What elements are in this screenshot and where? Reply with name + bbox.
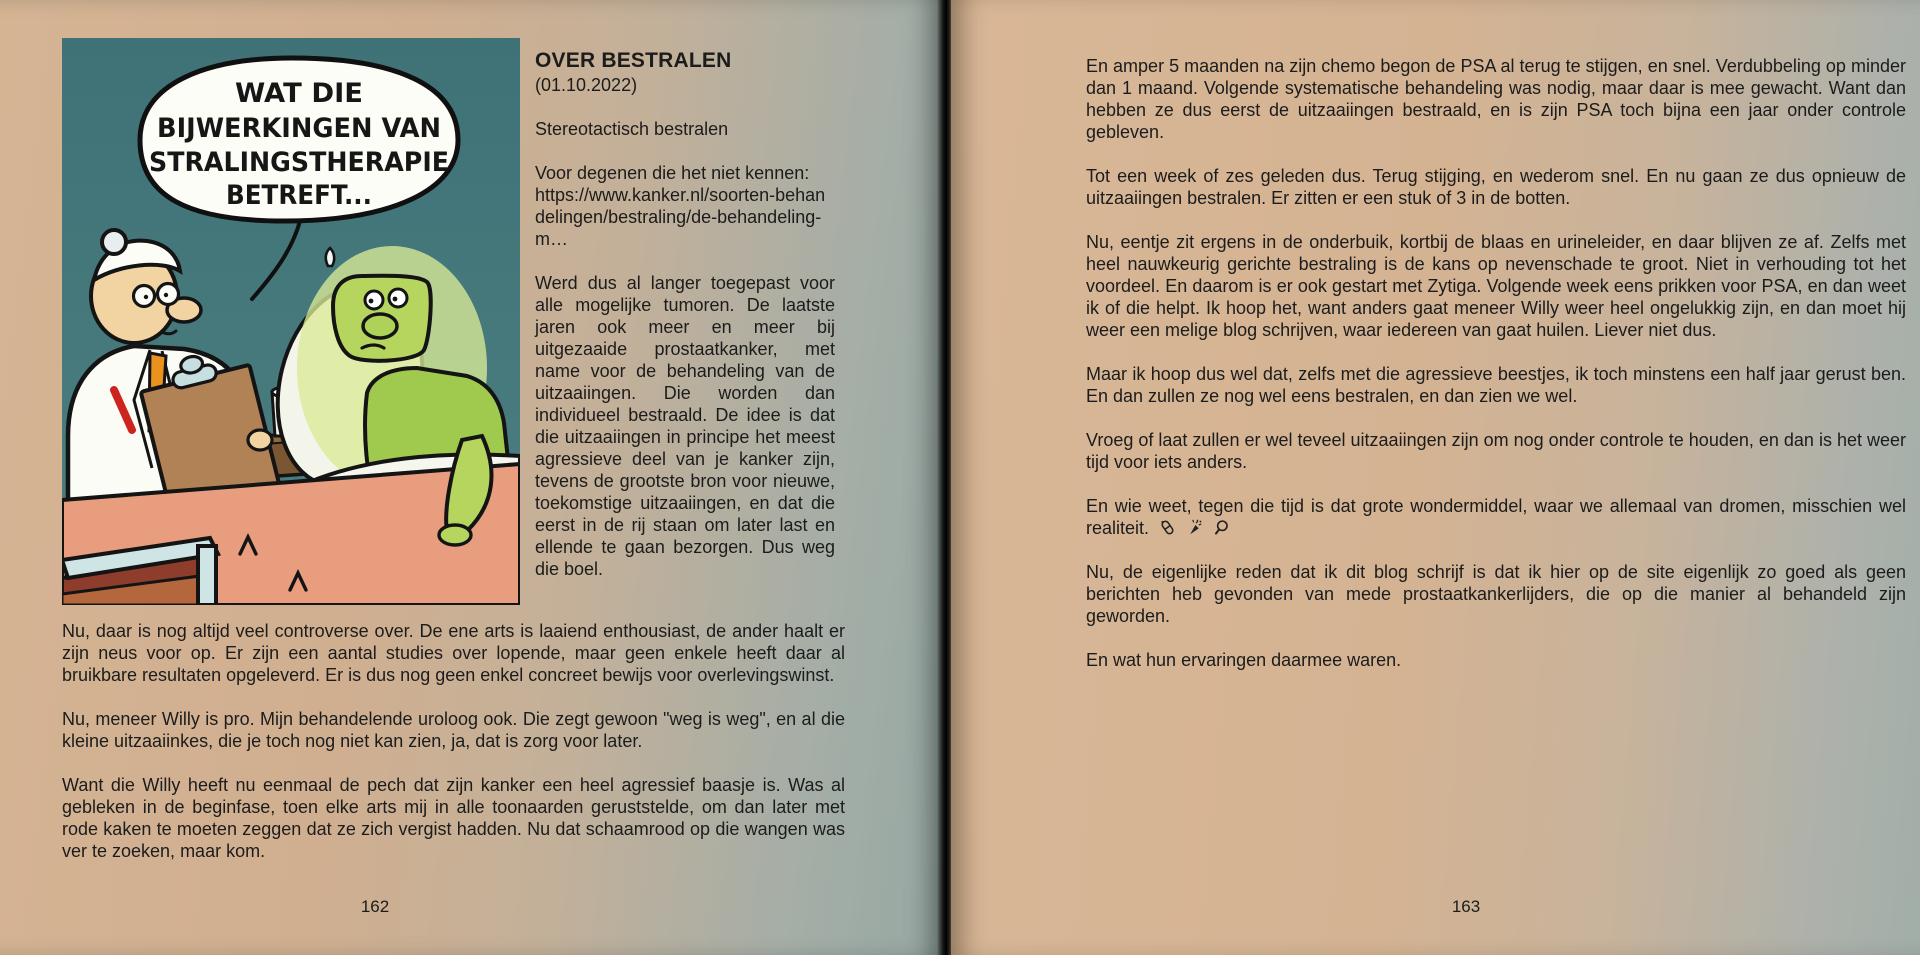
patient-nose [363, 314, 397, 338]
paragraph: Nu, daar is nog altijd veel controverse over. De ene arts is laaiend enthousiast, de ander haalt er zijn neus voor op. Er zijn een aantal studies over lopende, maar geen enkele heeft daar al bruikbare resultaten opgeleverd. Er is dus nog geen enkel concreet bewijs voor overlevingswinst. [62, 621, 845, 685]
paragraph: Maar ik hoop dus wel dat, zelfs met die agressieve beestjes, ik toch minstens een half jaar gerust ben. En dan zullen ze nog wel eens bestralen, en dan zien we wel. [1086, 364, 1906, 406]
doctor-hand [248, 430, 272, 450]
article-title: OVER BESTRALEN [535, 49, 732, 72]
article-column-paragraph: Werd dus al langer toegepast voor alle mogelijke tumoren. De laatste jaren ook meer en meer bij uitgezaaide prostaatkanker, met name voor de behandeling van de uitzaaiingen. Die worden dan individueel bestraald. De idee is dat die uitzaaiingen in principe het meest agressieve deel van je kanker zijn, tevens de grootste bron voor nieuwe, toekomstige uitzaaiingen, en dat die eerst in de rij staan om later last en ellende te gaan bezorgen. Dus weg die boel. [535, 273, 835, 579]
article-side-column [535, 48, 835, 602]
pill-icon [1159, 519, 1176, 536]
article-link[interactable]: https://www.kanker.nl/soorten-behandelingen/bestraling/de-behandeling-m… [535, 185, 826, 249]
page-left [0, 0, 941, 955]
paragraph: Vroeg of laat zullen er wel teveel uitzaaiingen zijn om nog onder controle te houden, en dan is het weer tijd voor iets anders. [1086, 430, 1906, 472]
article-body-left [62, 620, 845, 884]
cartoon-image [62, 38, 520, 605]
patient-eye [389, 289, 407, 307]
article-date: (01.10.2022) [535, 75, 638, 95]
doctor-glasses [158, 284, 179, 305]
page-right [951, 0, 1920, 955]
svg-text:STRALINGSTHERAPIE: STRALINGSTHERAPIE [149, 147, 449, 178]
article-body-right [1086, 55, 1906, 693]
svg-text:WAT DIE: WAT DIE [235, 78, 363, 109]
paragraph: Nu, de eigenlijke reden dat ik dit blog schrijf is dat ik hier op de site eigenlijk zo goed als geen berichten heb gevonden van mede prostaatkankerlijders, die op die manier al behandeld zijn geworden. [1086, 562, 1906, 626]
article-subtitle: Stereotactisch bestralen [535, 119, 729, 139]
paragraph: Nu, meneer Willy is pro. Mijn behandelende uroloog ook. Die zegt gewoon "weg is weg", en al die kleine uitzaaiinkes, die je toch nog niet kan zien, ja, dat is zorg voor later. [62, 709, 845, 751]
doctor-glasses [134, 286, 155, 307]
patient-eye [365, 291, 383, 309]
head-mirror [102, 230, 126, 254]
page-number: 163 [1451, 897, 1481, 916]
page-number: 162 [360, 897, 390, 916]
paragraph: Nu, eentje zit ergens in de onderbuik, kortbij de blaas en urineleider, en daar blijven ze af. Zelfs met heel nauwkeurig gerichte bestraling is de kans op nevenschade te groot. Niet in verhouding tot het voordeel. En daarom is er ook gestart met Zytiga. Volgende week eens prikken voor PSA, en dan weet ik of die helpt. Ik hoop het, want anders gaat meneer Willy weer heel ongelukkig zijn, en dan moet hij weer een melige blog schrijven, waar iedereen van gaat huilen. Liever niet dus. [1086, 232, 1906, 340]
paragraph: En wat hun ervaringen daarmee waren. [1086, 650, 1402, 670]
patient-hand [439, 525, 471, 545]
paragraph: En amper 5 maanden na zijn chemo begon de PSA al terug te stijgen, en snel. Verdubbeling op minder dan 1 maand. Volgende systematische behandeling was nodig, maar daar is mee gewacht. Want dan hebben ze dus eerst de uitzaaiingen bestraald, en is zijn PSA toch bijna een jaar onder controle gebleven. [1086, 56, 1906, 142]
paragraph: Want die Willy heeft nu eenmaal de pech dat zijn kanker een heel agressief baasje is. Was al gebleken in de beginfase, toen elke arts mij in alle toonaarden geruststelde, om dan later met rode kaken te moeten zeggen dat ze zich vergist hadden. Nu dat schaamrood op die wangen was ver te zoeken, maar kom. [62, 775, 845, 861]
svg-text:BETREFT...: BETREFT... [226, 180, 372, 211]
article-intro: Voor degenen die het niet kennen: [535, 163, 810, 183]
paragraph-with-emoji: En wie weet, tegen die tijd is dat grote wondermiddel, waar we allemaal van dromen, misschien wel realiteit. [1086, 496, 1906, 538]
magnifying-glass-icon [1213, 519, 1230, 536]
sweat-drop [326, 248, 334, 266]
svg-text:BIJWERKINGEN VAN: BIJWERKINGEN VAN [157, 113, 441, 144]
paragraph: Tot een week of zes geleden dus. Terug stijging, en wederom snel. En nu gaan ze dus opnieuw de uitzaaiingen bestralen. Er zitten er een stuk of 3 in de botten. [1086, 166, 1906, 208]
party-popper-icon [1186, 519, 1203, 536]
